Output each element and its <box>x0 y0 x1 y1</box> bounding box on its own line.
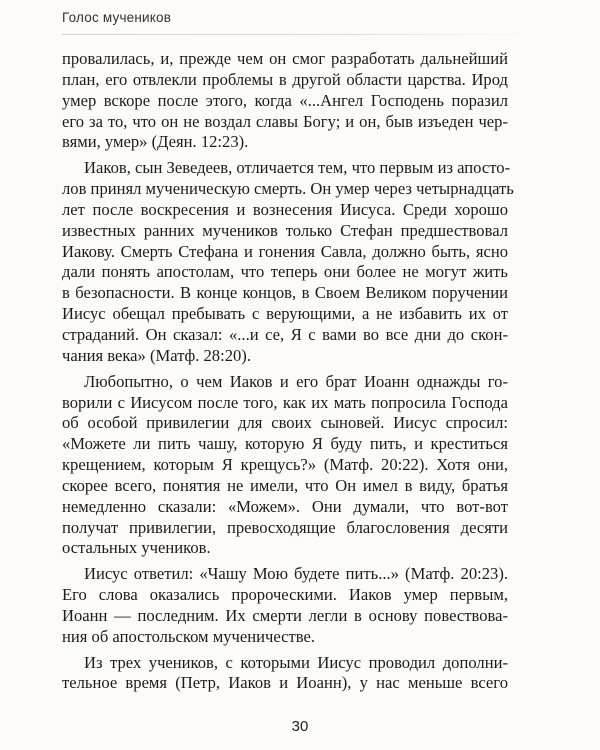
paragraph-2 <box>62 158 514 366</box>
text-line: чания века» (Матф. 28:20). <box>62 345 251 365</box>
text-line: об особой привилегии для своих сыновей. Иисус спросил: <box>62 413 508 433</box>
paragraph-4 <box>62 564 508 647</box>
text-line: Иисус ответил: «Чашу Мою будете пить...» (Матф. 20:23). <box>84 564 508 584</box>
text-line: получат привилегии, превосходящие благословения десяти <box>62 517 508 537</box>
text-line: умер вскоре после этого, когда «...Ангел Господень поразил <box>62 90 508 110</box>
text-line: остальных учеников. <box>62 538 211 558</box>
paragraph-3 <box>62 372 508 560</box>
text-line: Иаков, сын Зеведеев, отличается тем, что первым из апосто- <box>84 158 511 178</box>
text-line: его за то, что он не воздал славы Богу; и он, быв изъеден чер- <box>62 111 508 131</box>
body-text <box>62 49 514 694</box>
text-line: ворили с Иисусом после того, как их мать попросила Господа <box>62 392 508 412</box>
text-line: лет после воскресения и вознесения Иисуса. Среди хорошо <box>62 199 508 219</box>
running-head: Голос мучеников <box>62 10 172 25</box>
text-line: в безопасности. В конце концов, в Своем Великом поручении <box>62 283 508 303</box>
text-line: Иисус обещал пребывать с верующими, а не избавить их от <box>62 304 508 324</box>
text-line: Иоанн — последним. Их смерти легли в основу повествова- <box>62 605 508 625</box>
text-line: страданий. Он сказал: «...и се, Я с вами во все дни до скон- <box>62 324 508 344</box>
text-line: «Можете ли пить чашу, которую Я буду пить, и креститься <box>62 434 508 454</box>
text-line: Его слова оказались пророческими. Иаков умер первым, <box>62 585 508 605</box>
text-line: тельное время (Петр, Иаков и Иоанн), у нас меньше всего <box>62 673 508 693</box>
text-line: провалилась, и, прежде чем он смог разработать дальнейший <box>62 49 508 68</box>
text-line: скорее всего, понятия не имели, что Он имел в виду, братья <box>62 475 508 495</box>
paragraph-5 <box>62 653 508 695</box>
text-line: Иакову. Смерть Стефана и гонения Савла, должно быть, ясно <box>62 241 508 261</box>
text-line: дали понять апостолам, что теперь они более не могут жить <box>62 262 508 282</box>
text-line: вями, умер» (Деян. 12:23). <box>62 132 249 152</box>
text-line: лов принял мученическую смерть. Он умер через четырнадцать <box>62 179 514 199</box>
page-number: 30 <box>291 718 309 735</box>
text-line: ния об апостольском мученичестве. <box>62 626 315 646</box>
text-line: Любопытно, о чем Иаков и его брат Иоанн однажды го- <box>84 371 508 391</box>
text-line: Из трех учеников, с которыми Иисус проводил дополни- <box>84 652 508 672</box>
text-line: немедленно сказали: «Можем». Они думали, что вот-вот <box>62 496 508 516</box>
header-rule <box>62 34 532 35</box>
paragraph-1 <box>62 49 508 153</box>
text-line: план, его отвлекли проблемы в другой области царства. Ирод <box>62 69 508 89</box>
text-line: известных ранних мучеников только Стефан предшествовал <box>62 220 508 240</box>
text-line: крещением, которым Я крещусь?» (Матф. 20:22). Хотя они, <box>62 455 508 475</box>
